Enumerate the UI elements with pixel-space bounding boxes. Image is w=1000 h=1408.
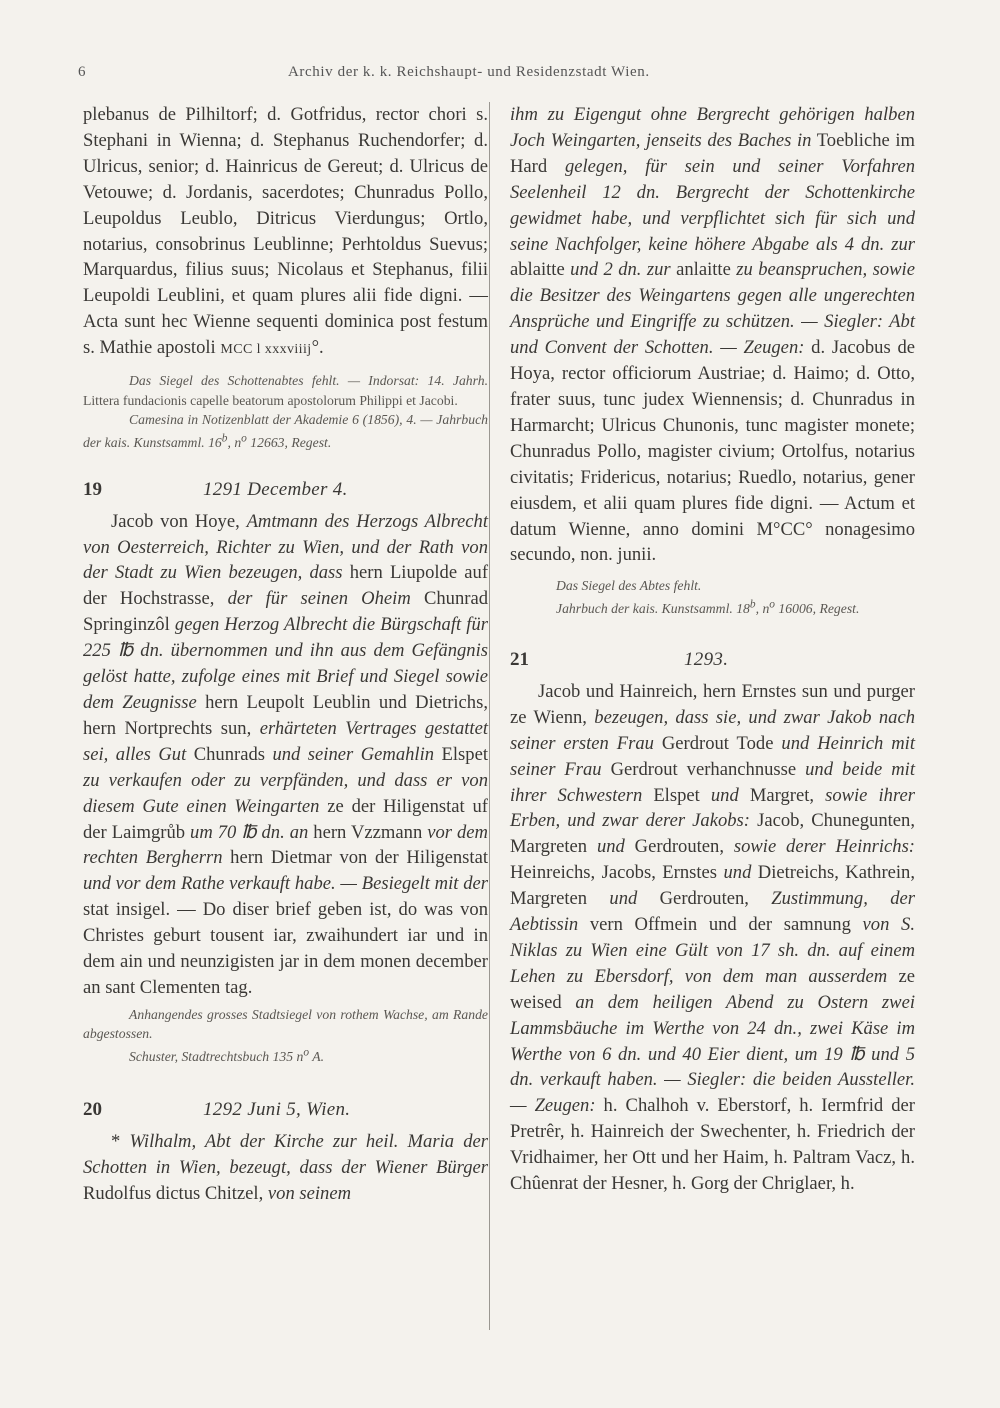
column-divider (489, 102, 490, 1330)
doc21-date: 1293. (684, 648, 729, 670)
doc21-text: Jacob und Hainreich, hern Ernstes sun und purger ze Wienn, bezeugen, dass sie, und zwar Jakob nach seiner ersten Frau Gerdrout Tode und Heinrich mit seiner Frau Gerdrout verhanchnusse und beide mit ihrer Schwestern Elspet und Margret, sowie ihrer Erben, und zwar derer Jakobs: Jacob, Chunegunten, Margreten und Gerdrouten, sowie derer Heinrichs: Heinreichs, Jacobs, Ernstes und Dietreichs, Kathrein, Margreten und Gerdrouten, Zustimmung, der Aebtissin vern Offmein und der samnung von S. Niklas zu Wien eine Gült von 17 sh. dn. auf einem Lehen zu Ebersdorf, von dem man ausserdem ze weised an dem heiligen Abend zu Ostern zwei Lammsbäuche im Werthe von 24 dn., zwei Käse im Werthe von 6 dn. und 40 Eier dient, um 19 ℔ und 5 dn. verkauft haben. — Siegler: die beiden Aussteller. — Zeugen: h. Chalhoh v. Eberstorf, h. Iermfrid der Pretrêr, h. Hainreich der Swechenter, h. Friedrich der Vridhaimer, her Ott und her Haim, h. Paltram Vacz, h. Chûenrat der Hesner, h. Gorg der Chriglaer, h. (510, 680, 916, 1195)
doc20-heading (83, 1095, 488, 1129)
doc18-note-seal: Das Siegel des Schottenabtes fehlt. — Indorsat: 14. Jahrh. Littera fundacionis capelle beatorum apostolorum Philippi et Jacobi. (83, 373, 488, 408)
doc21-number: 21 (510, 648, 529, 670)
doc19-note-seal: Anhangendes grosses Stadtsiegel von rothem Wachse, am Rande abgestossen. (83, 1006, 488, 1042)
doc19-note-literature: Schuster, Stadtrechtsbuch 135 $n^o$ A. (129, 1046, 325, 1065)
doc19-text: Jacob von Hoye, Amtmann des Herzogs Albrecht von Oesterreich, Richter zu Wien, und der Rath von der Stadt zu Wien bezeugen, dass hern Liupolde auf der Hochstrasse, der für seinen Oheim Chunrad Springinzôl gegen Herzog Albrecht die Bürgschaft für 225 ℔ dn. übernommen und ihn aus dem Gefängnis gelöst hatte, zufolge eines mit Brief und Siegel sowie dem Zeugnisse hern Leupolt Leublin und Dietrichs, hern Nortprechts sun, erhärteten Vertrages gestattet sei, alles Gut Chunrads und seiner Gemahlin Elspet zu verkaufen oder zu verpfänden, und dass er von diesem Gute einen Weingarten ze der Hiligenstat uf der Laimgrůb um 70 ℔ dn. an hern Vzzmann vor dem rechten Bergherrn hern Dietmar von der Hiligenstat und vor dem Rathe verkauft habe. — Besiegelt mit der stat insigel. — Do diser brief geben ist, do was von Christes geburt tousent iar, zwaihundert iar und in dem ain und neunzigisten jar in dem monen december an sant Clementen tag. (83, 510, 489, 998)
left-column (83, 102, 488, 1207)
doc21-heading (510, 645, 915, 679)
doc20-notes (510, 576, 915, 619)
doc18-note-literature: Camesina in Notizenblatt der Akademie 6 (1856), 4. — Jahrbuch der kais. Kunstsamml. 16$^b$, $n^o$ 12663, Regest. (83, 412, 488, 451)
doc19-date: 1291 December 4. (203, 478, 348, 500)
doc19-heading (83, 475, 488, 509)
doc20-note-literature: Jahrbuch der kais. Kunstsamml. 18$^b$, $n^o$ 16006, Regest. (556, 598, 860, 617)
doc19-notes (83, 1005, 488, 1067)
page-number: 6 (78, 64, 86, 80)
doc20-date: 1292 Juni 5, Wien. (203, 1098, 351, 1120)
doc19-number: 19 (83, 478, 102, 500)
right-column (510, 102, 915, 1197)
running-head-title: Archiv der k. k. Reichshaupt- und Residenzstadt Wien. (288, 64, 650, 80)
doc18-continued-text: plebanus de Pilhiltorf; d. Gotfridus, rector chori s. Stephani in Wienna; d. Stephanus Ruchendorfer; d. Ulricus, senior; d. Hainricus de Gereut; d. Ulricus de Vetouwe; d. Jordanis, sacerdotes; Chunradus Pollo, Leupoldus Leublo, Ditricus Vierdungus; Ortlo, notarius, consobrinus Leublinne; Perhtoldus Suevus; Marquardus, filius suus; Nicolaus et Stephanus, filii Leupoldi Leublini, et quam plures alii fide digni. — Acta sunt hec Wienne sequenti dominica post festum s. Mathie apostoli MCC l xxxviiij°. (83, 104, 488, 359)
doc20-note-seal: Das Siegel des Abtes fehlt. (556, 578, 702, 594)
doc18-notes (83, 371, 488, 453)
doc20-number: 20 (83, 1098, 102, 1120)
doc20-continued-text: ihm zu Eigengut ohne Bergrecht gehörigen halben Joch Weingarten, jenseits des Baches in Toebliche im Hard gelegen, für sein und seiner Vorfahren Seelenheil 12 dn. Bergrecht der Schottenkirche gewidmet habe, und verpflichtet sich für sich und seine Nachfolger, keine höhere Abgabe als 4 dn. zur ablaitte und 2 dn. zur anlaitte zu beanspruchen, sowie die Besitzer des Weingartens gegen alle ungerechten Ansprüche und Eingriffe zu schützen. — Siegler: Abt und Convent der Schotten. — Zeugen: d. Jacobus de Hoya, rector officiorum Austriae; d. Haimo; d. Otto, frater suus, tunc judex Wiennensis; d. Chunradus in Harmarcht; Ulricus Chunonis, tunc magister monete; Chunradus Pollo, magister civium; Ortolfus, notarius civitatis; Fridericus, notarius; Ruedlo, notarius, gener eiusdem, et alii quam plures fide digni. — Actum et datum Wienne, anno domini M°CC° nonagesimo secundo, non. junii. (510, 104, 915, 566)
doc20-text-start: * Wilhalm, Abt der Kirche zur heil. Maria der Schotten in Wien, bezeugt, dass der Wiener Bürger Rudolfus dictus Chitzel, von seinem (83, 1130, 488, 1204)
